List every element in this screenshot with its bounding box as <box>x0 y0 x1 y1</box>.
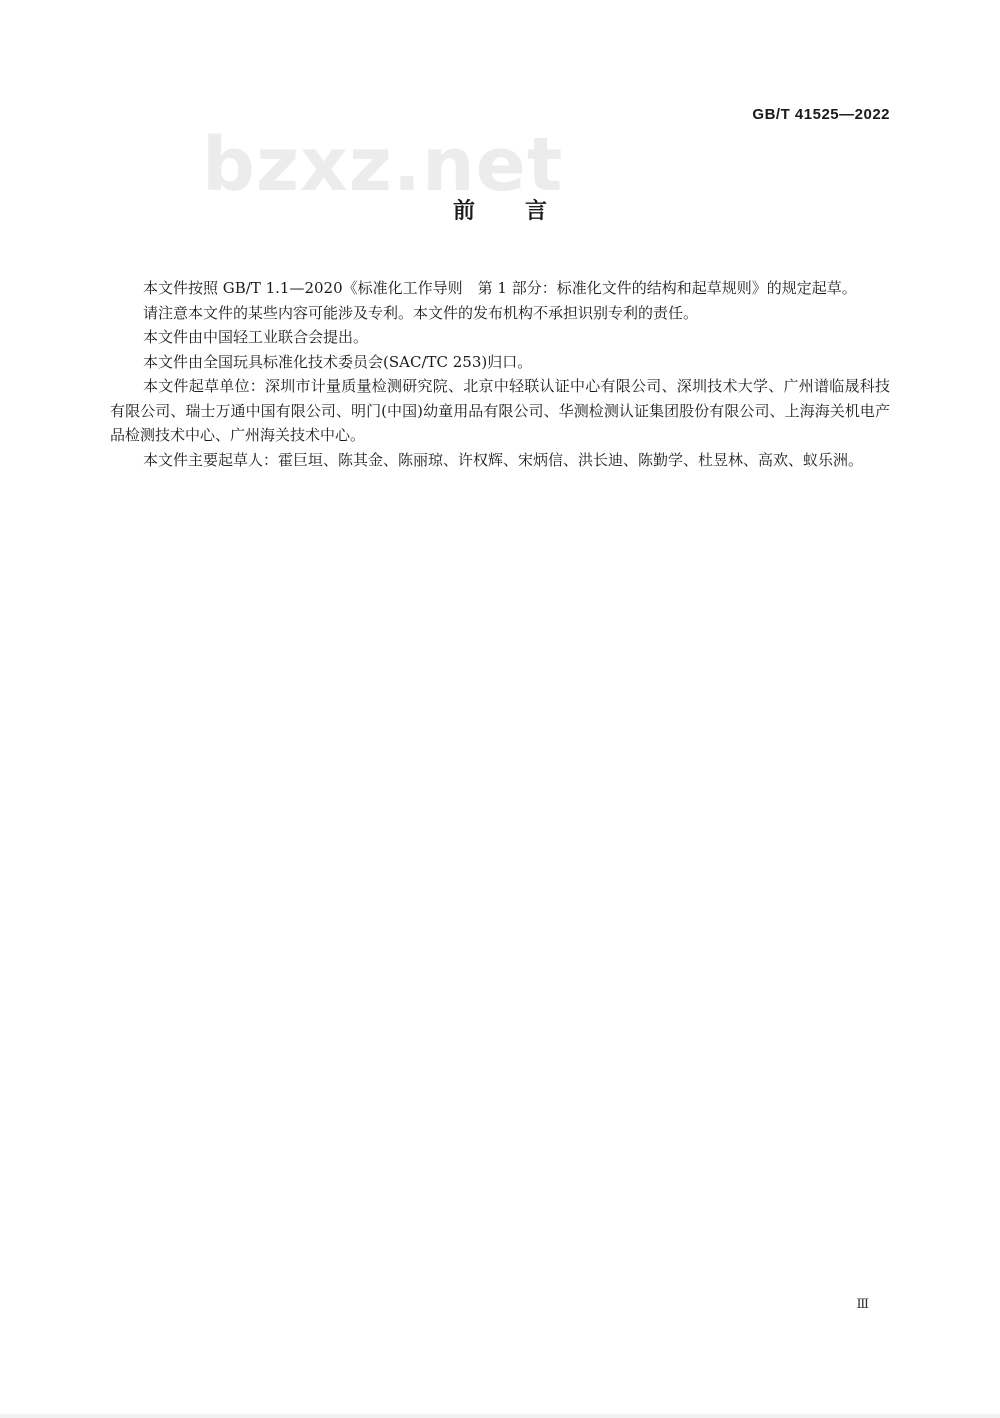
paragraph-proposer: 本文件由中国轻工业联合会提出。 <box>143 328 369 346</box>
page-title: 前言 <box>452 199 597 224</box>
standard-code: GB/T 41525—2022 <box>752 106 890 123</box>
page-number: Ⅲ <box>856 1297 869 1312</box>
watermark-logo: bzxz.net <box>202 122 564 208</box>
paragraph-drafters: 本文件主要起草人：霍巨垣、陈其金、陈丽琼、许权辉、宋炳信、洪长迪、陈勤学、杜昱林、高欢、蚁乐洲。 <box>143 450 864 469</box>
preface-body <box>110 276 890 472</box>
page-bottom-edge <box>0 1414 1000 1418</box>
paragraph-patent-notice: 请注意本文件的某些内容可能涉及专利。本文件的发布机构不承担识别专利的责任。 <box>143 303 699 322</box>
paragraph-technical-committee: 本文件由全国玩具标准化技术委员会(SAC/TC 253)归口。 <box>143 352 533 371</box>
paragraph-drafting-units: 本文件起草单位：深圳市计量质量检测研究院、北京中轻联认证中心有限公司、深圳技术大学、广州谱临晟科技有限公司、瑞士万通中国有限公司、明门(中国)幼童用品有限公司、华测检测认证集团股份有限公司、上海海关机电产品检测技术中心、广州海关技术中心。 <box>110 377 890 444</box>
paragraph-drafting-rules: 本文件按照 GB/T 1.1—2020《标准化工作导则 第 1 部分：标准化文件的结构和起草规则》的规定起草。 <box>143 279 857 297</box>
